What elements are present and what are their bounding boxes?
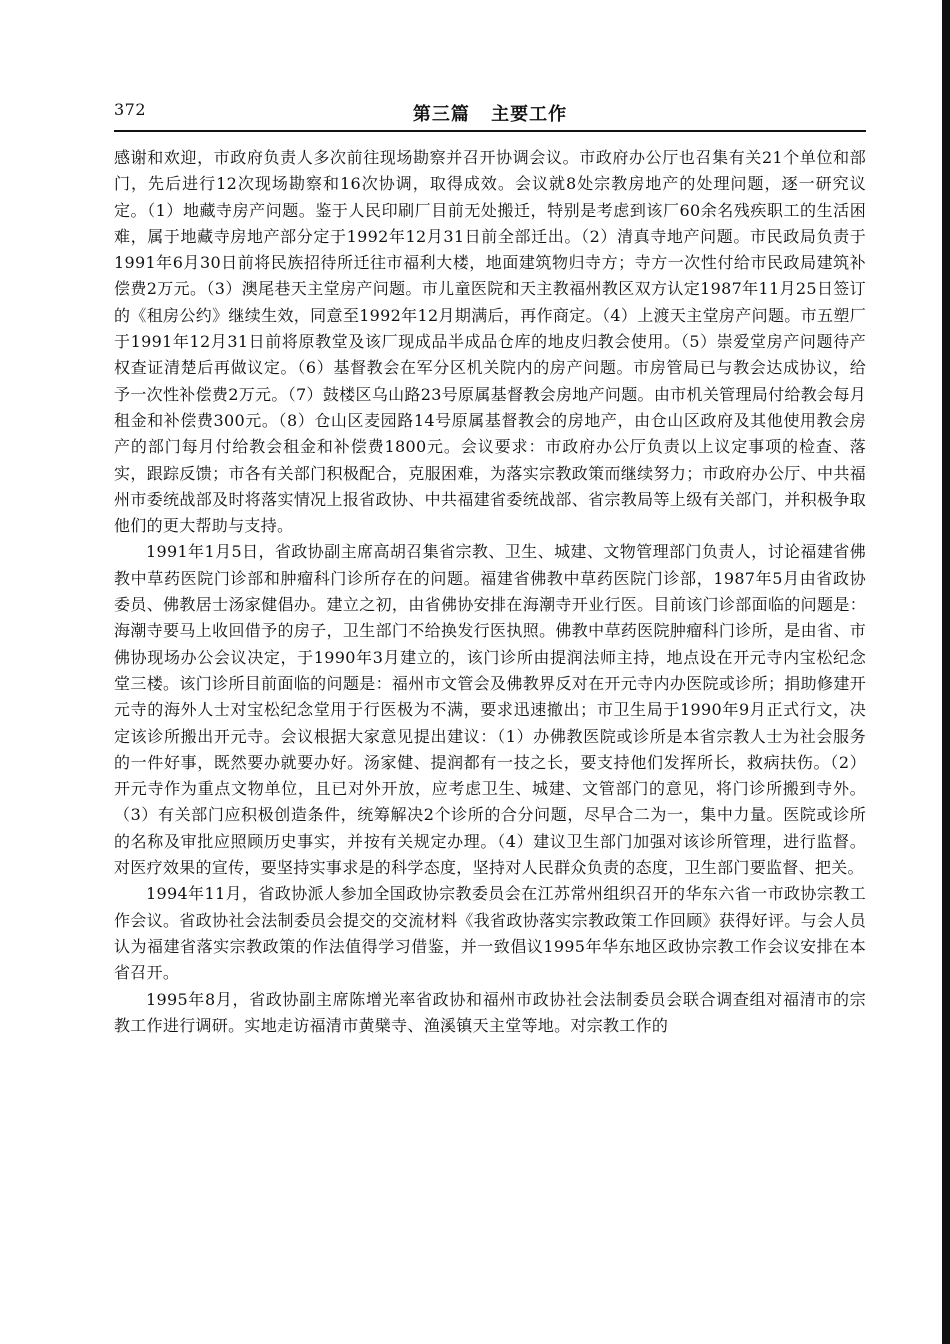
- paragraph-continued: 感谢和欢迎，市政府负责人多次前往现场勘察并召开协调会议。市政府办公厅也召集有关21个单位和部门，先后进行12次现场勘察和16次协调，取得成效。会议就8处宗教房地产的处理问题，逐一研究议定。（1）地藏寺房产问题。鉴于人民印刷厂目前无处搬迁，特别是考虑到该厂60余名残疾职工的生活困难，属于地藏寺房地产部分定于1992年12月31日前全部迁出。（2）清真寺地产问题。市民政局负责于1991年6月30日前将民族招待所迁往市福利大楼，地面建筑物归寺方；寺方一次性付给市民政局建筑补偿费2万元。（3）澳尾巷天主堂房产问题。市儿童医院和天主教福州教区双方认定1987年11月25日签订的《租房公约》继续生效，同意至1992年12月期满后，再作商定。（4）上渡天主堂房产问题。市五塑厂于1991年12月31日前将原教堂及该厂现成品半成品仓库的地皮归教会使用。（5）崇爱堂房产问题待产权查证清楚后再做议定。（6）基督教会在军分区机关院内的房产问题。市房管局已与教会达成协议，给予一次性补偿费2万元。（7）鼓楼区乌山路23号原属基督教会房地产问题。由市机关管理局付给教会每月租金和补偿费300元。（8）仓山区麦园路14号原属基督教会的房地产，由仓山区政府及其他使用教会房产的部门每月付给教会租金和补偿费1800元。会议要求：市政府办公厅负责以上议定事项的检查、落实，跟踪反馈；市各有关部门积极配合，克服困难，为落实宗教政策而继续努力；市政府办公厅、中共福州市委统战部及时将落实情况上报省政协、中共福建省委统战部、省宗教局等上级有关部门，并积极争取他们的更大帮助与支持。: [114, 148, 866, 536]
- page-number: 372: [114, 100, 147, 119]
- paragraph: 1994年11月，省政协派人参加全国政协宗教委员会在江苏常州组织召开的华东六省一市政协宗教工作会议。省政协社会法制委员会提交的交流材料《我省政协落实宗教政策工作回顾》获得好评。与会人员认为福建省落实宗教政策的作法值得学习借鉴，并一致倡议1995年华东地区政协宗教工作会议安排在本省召开。: [114, 884, 866, 983]
- section-title: 第三篇 主要工作: [412, 104, 568, 125]
- header-rule: [114, 130, 866, 132]
- page-header: [114, 100, 866, 126]
- paragraph: 1991年1月5日，省政协副主席高胡召集省宗教、卫生、城建、文物管理部门负责人，讨论福建省佛教中草药医院门诊部和肿瘤科门诊所存在的问题。福建省佛教中草药医院门诊部，1987年5月由省政协委员、佛教居士汤家健倡办。建立之初，由省佛协安排在海潮寺开业行医。目前该门诊部面临的问题是：海潮寺要马上收回借予的房子，卫生部门不给换发行医执照。佛教中草药医院肿瘤科门诊所，是由省、市佛协现场办公会议决定，于1990年3月建立的，该门诊所由提润法师主持，地点设在开元寺内宝松纪念堂三楼。该门诊所目前面临的问题是：福州市文管会及佛教界反对在开元寺内办医院或诊所；捐助修建开元寺的海外人士对宝松纪念堂用于行医极为不满，要求迅速撤出；市卫生局于1990年9月正式行文，决定该诊所搬出开元寺。会议根据大家意见提出建议：（1）办佛教医院或诊所是本省宗教人士为社会服务的一件好事，既然要办就要办好。汤家健、提润都有一技之长，要支持他们发挥所长，救病扶伤。（2）开元寺作为重点文物单位，且已对外开放，应考虑卫生、城建、文管部门的意见，将门诊所搬到寺外。（3）有关部门应积极创造条件，统筹解决2个诊所的合分问题，尽早合二为一，集中力量。医院或诊所的名称及审批应照顾历史事实，并按有关规定办理。（4）建议卫生部门加强对该诊所管理，进行监督。对医疗效果的宣传，要坚持实事求是的科学态度，坚持对人民群众负责的态度，卫生部门要监督、把关。: [114, 542, 866, 878]
- body-text: [114, 145, 866, 1039]
- scan-edge-border: [942, 0, 950, 1344]
- paragraph: 1995年8月，省政协副主席陈增光率省政协和福州市政协社会法制委员会联合调查组对福清市的宗教工作进行调研。实地走访福清市黄檗寺、渔溪镇天主堂等地。对宗教工作的: [114, 989, 866, 1035]
